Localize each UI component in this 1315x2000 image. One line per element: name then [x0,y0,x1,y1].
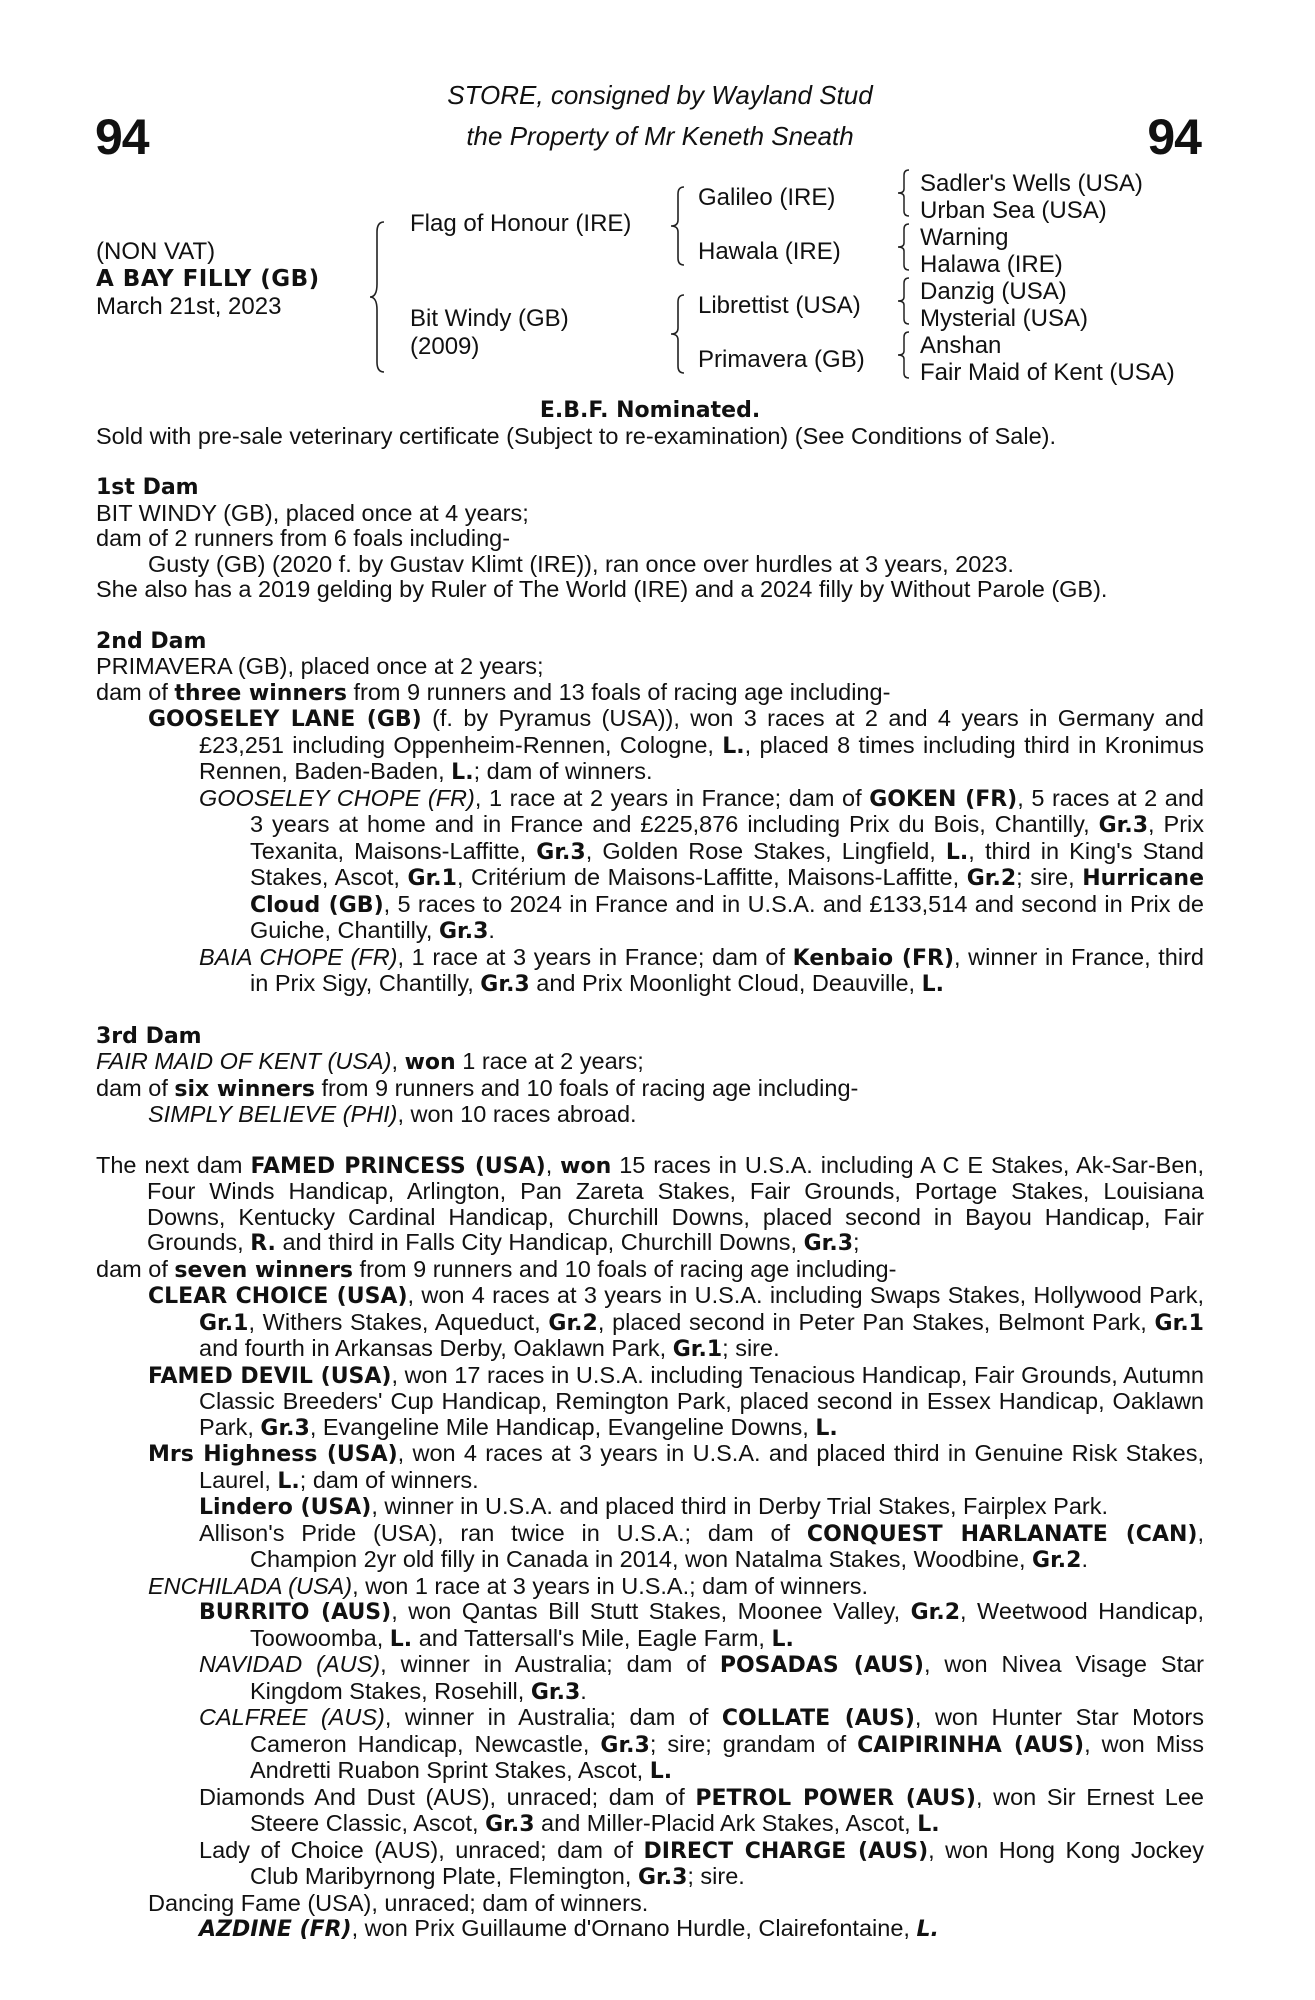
pedigree-paragraph [96,501,1204,527]
text-run: ; dam of winners. [299,1466,479,1493]
text-run: ; sire. [687,1863,745,1889]
bold-text: L. [771,1626,794,1652]
text-run: ; sire, [1016,864,1083,890]
text-run: , 5 races at 2 and 3 years at home and in France and £225,876 including Prix du Bois, Chantilly, [250,784,1204,837]
text-run: ; [853,1229,860,1255]
text-run: (f. by Pyramus (USA)), won 3 races at 2 and 4 years in Germany and £23,251 including Oppenheim-Rennen, Cologne, [199,705,1205,758]
text-run: ; sire; grandam of [649,1730,858,1757]
spacer [96,1128,1204,1153]
pedigree-paragraph [96,680,1204,707]
brace-gen1 [366,218,390,376]
consignor-line: STORE, consigned by Wayland Stud [447,80,873,110]
bold-text: L. [722,733,745,759]
pedigree-paragraph [96,1705,1204,1785]
sire-name: Flag of Honour (IRE) [410,210,632,237]
text-run: , Evangeline Mile Handicap, Evangeline Downs, [309,1413,816,1440]
gen4-5: Danzig (USA) [920,278,1067,305]
text-run: Gusty (GB) (2020 f. by Gustav Klimt (IRE)), ran once over hurdles at 3 years, 2023. [148,550,1014,577]
italic-text: FAIR MAID OF KENT (USA) [96,1048,392,1074]
bold-text: L. [945,839,969,865]
dam-name: Bit Windy (GB) [410,305,569,332]
text-run: dam of [96,1074,175,1101]
text-run: dam of 2 runners from 6 foals including- [96,525,511,551]
spacer [96,998,1204,1023]
bold-text: Gr.3 [803,1231,854,1256]
pedigree-paragraph [96,1494,1204,1521]
bold-text: Gr.2 [548,1310,598,1336]
text-run: , Weetwood Handicap, Toowoomba, [250,1598,1204,1651]
pedigree-paragraph [96,786,1204,945]
brace-gen3-4 [894,330,914,380]
text-run: ; sire. [722,1335,780,1361]
spacer [96,449,1204,474]
text-run: , Withers Stakes, Aqueduct, [248,1308,549,1335]
bold-text: Gr.3 [536,839,586,865]
pedigree-paragraph [96,1257,1204,1284]
pedigree-paragraph [96,945,1204,998]
bold-text: L. [921,972,944,997]
brace-gen3-1 [894,168,914,218]
bold-text: L. [389,1626,413,1652]
text-run: , won 4 races at 3 years in U.S.A. including Swaps Stakes, Hollywood Park, [407,1282,1204,1308]
pedigree-paragraph [96,1599,1204,1652]
gen4-4: Halawa (IRE) [920,251,1063,278]
sire-dam: Hawala (IRE) [698,238,841,265]
text-run: and Miller-Placid Ark Stakes, Ascot, [534,1810,918,1836]
bold-text: L. [277,1468,300,1494]
italic-text: NAVIDAD (AUS) [199,1651,381,1677]
bold-text: Gr.1 [199,1310,249,1336]
text-run: Lady of Choice (AUS), unraced; dam of [199,1836,644,1863]
bold-text: Gr.1 [1154,1310,1204,1336]
text-run: Diamonds And Dust (AUS), unraced; dam of [199,1783,696,1810]
text-run: , placed second in Peter Pan Stakes, Belmont Park, [597,1308,1155,1335]
bold-text: 2nd Dam [96,628,207,654]
dam-year: (2009) [410,333,480,360]
pedigree-paragraph [96,1785,1204,1838]
text-run: , 5 races to 2024 in France and in U.S.A. and £133,514 and second in Prix de Guiche, Chantilly, [250,890,1204,943]
text-run: , won 4 races at 3 years in U.S.A. and placed third in Genuine Risk Stakes, Laurel, [199,1440,1204,1493]
bold-text: FAMED PRINCESS (USA) [250,1153,546,1179]
bold-text: Gr.3 [260,1415,310,1441]
text-run: , won Sir Ernest Lee Steere Classic, Ascot, [250,1783,1204,1836]
text-run: , won Miss Andretti Ruabon Sprint Stakes, Ascot, [250,1730,1204,1783]
text-run: , winner in France, third in Prix Sigy, Chantilly, [250,943,1204,996]
text-run: , third in King's Stand Stakes, Ascot, [250,837,1204,890]
text-run: , won Hong Kong Jockey Club Maribyrnong Plate, Flemington, [250,1836,1204,1889]
bold-text: L. [815,1415,838,1441]
text-run: , won Qantas Bill Stutt Stakes, Moonee Valley, [391,1598,911,1624]
bold-text: L. [649,1759,673,1784]
text-run: . [1081,1546,1088,1572]
bold-text: Mrs Highness (USA) [148,1442,398,1467]
section-heading [96,1023,1204,1050]
pedigree-paragraph [96,1076,1204,1103]
pedigree-paragraph [96,654,1204,680]
section-heading [96,628,1204,655]
property-line: the Property of Mr Keneth Sneath [466,121,854,151]
pedigree-notes [96,474,1204,1943]
bold-text: CLEAR CHOICE (USA) [148,1284,408,1309]
text-run: , won Prix Guillaume d'Ornano Hurdle, Clairefontaine, [351,1915,917,1941]
bold-text: Lindero (USA) [199,1495,372,1520]
section-heading [96,474,1204,501]
text-run: , winner in Australia; dam of [384,1704,722,1730]
pedigree-paragraph [96,1153,1204,1257]
text-run: , [391,1048,405,1074]
text-run: from 9 runners and 13 foals of racing age including- [346,678,891,705]
bold-text: Gr.3 [600,1732,650,1758]
brace-sire [668,184,688,268]
italic-text: CALFREE (AUS) [199,1704,385,1730]
bold-text: Gr.3 [530,1679,581,1705]
pedigree-paragraph [96,1441,1204,1494]
brace-gen3-3 [894,276,914,326]
italic-text: BAIA CHOPE (FR) [199,943,398,970]
brace-dam [668,292,688,376]
italic-text: GOOSELEY CHOPE (FR) [199,784,475,811]
pedigree-paragraph [96,1283,1204,1363]
bold-text: L. [916,1917,939,1942]
bold-text: DIRECT CHARGE (AUS) [643,1838,929,1864]
bold-text: seven winners [174,1257,354,1283]
pedigree-paragraph [96,1049,1204,1076]
text-run: Dancing Fame (USA), unraced; dam of winners. [148,1889,649,1916]
text-run: , won 17 races in U.S.A. including Tenacious Handicap, Fair Grounds, Autumn Classic Breeders' Cup Handicap, Remington Park, placed second in Essex Handicap, Oaklawn Park, [199,1361,1204,1440]
text-run: 1 race at 2 years; [455,1048,644,1074]
lot-number-right: 94 [1147,109,1201,165]
bold-text: Gr.3 [1098,813,1149,838]
brace-gen3-2 [894,222,914,272]
text-run: and fourth in Arkansas Derby, Oaklawn Park, [199,1335,673,1361]
dam-sire: Librettist (USA) [698,292,861,319]
text-run: ; dam of winners. [473,758,653,784]
bold-text: 3rd Dam [96,1023,202,1049]
lot-number-left: 94 [95,109,149,165]
bold-text: Gr.3 [485,1812,535,1837]
text-run: dam of [96,678,175,705]
pedigree-paragraph [96,706,1204,786]
bold-text: Hurricane Cloud (GB) [250,866,1205,918]
bold-text: PETROL POWER (AUS) [695,1785,976,1811]
text-run: , won Hunter Star Motors Cameron Handicap, Newcastle, [250,1704,1204,1757]
text-run: , won Nivea Visage Star Kingdom Stakes, Rosehill, [250,1651,1204,1704]
text-run: . [488,917,495,943]
bold-text: Gr.2 [1032,1548,1082,1573]
bold-text: Gr.3 [637,1865,688,1890]
dam-dam: Primavera (GB) [698,346,865,373]
bold-text: Kenbaio (FR) [792,945,954,971]
text-run: BIT WINDY (GB), placed once at 4 years; [96,499,529,526]
text-run: 15 races in U.S.A. including A C E Stakes, Ak-Sar-Ben, Four Winds Handicap, Arlington, Pan Zareta Stakes, Fair Grounds, Portage Stakes, Louisiana Downs, Kentucky Cardinal Handicap, Churchill Downs, placed second in Bayou Handicap, Fair Grounds, [147,1151,1204,1255]
bold-text: R. [250,1231,276,1256]
text-run: from 9 runners and 10 foals of racing age including- [353,1255,897,1282]
text-run: , won 10 races abroad. [397,1101,637,1127]
bold-text: three winners [174,680,347,706]
text-run: , won 1 race at 3 years in U.S.A.; dam of winners. [352,1572,869,1599]
text-run: . [580,1677,587,1704]
italic-text: SIMPLY BELIEVE (PHI) [148,1101,398,1127]
gen4-7: Anshan [920,332,1002,359]
text-run: , Champion 2yr old filly in Canada in 2014, won Natalma Stakes, Woodbine, [250,1519,1204,1572]
text-run: The next dam [96,1151,251,1178]
bold-text: GOOSELEY LANE (GB) [148,707,422,732]
text-run: and Tattersall's Mile, Eagle Farm, [412,1624,772,1651]
text-run: , Critérium de Maisons-Laffitte, Maisons-Laffitte, [456,864,967,890]
bold-text: Gr.3 [438,919,489,944]
gen4-1: Sadler's Wells (USA) [920,170,1143,197]
gen4-6: Mysterial (USA) [920,305,1089,332]
text-run: PRIMAVERA (GB), placed once at 2 years; [96,653,544,679]
pedigree-paragraph [96,1102,1204,1128]
bold-text: Gr.3 [480,972,530,997]
pedigree-paragraph [96,526,1204,552]
text-run: , winner in U.S.A. and placed third in Derby Trial Stakes, Fairplex Park. [371,1493,1109,1519]
foaling-date: March 21st, 2023 [96,293,282,320]
bold-text: Gr.2 [966,866,1017,891]
pedigree-paragraph [96,1574,1204,1600]
text-run: , 1 race at 2 years in France; dam of [474,784,870,811]
gen4-2: Urban Sea (USA) [920,197,1107,224]
gen4-3: Warning [920,224,1009,251]
pedigree-paragraph [96,577,1204,603]
bold-text: BURRITO (AUS) [199,1600,392,1625]
text-run: , winner in Australia; dam of [380,1651,720,1677]
pedigree-paragraph [96,1838,1204,1891]
bold-text: won [560,1153,612,1179]
text-run: and Prix Moonlight Cloud, Deauville, [529,970,922,996]
bold-text: Gr.2 [910,1600,961,1625]
spacer [96,603,1204,628]
bold-text: L. [451,760,474,785]
bold-text: COLLATE (AUS) [721,1706,915,1731]
text-run: Allison's Pride (USA), ran twice in U.S.A.; dam of [199,1519,807,1546]
text-run: dam of [96,1255,175,1282]
ebf-nomination: E.B.F. Nominated. [539,398,761,423]
text-run: She also has a 2019 gelding by Ruler of The World (IRE) and a 2024 filly by Without Parole (GB). [96,576,1108,602]
vet-certificate-note: Sold with pre-sale veterinary certificate (Subject to re-examination) (See Conditions of Sale). [96,422,1057,449]
bold-text: Gr.1 [407,866,457,891]
text-run: , [545,1151,561,1178]
bold-text: CAIPIRINHA (AUS) [857,1732,1085,1758]
text-run: and third in Falls City Handicap, Churchill Downs, [275,1229,804,1255]
pedigree-paragraph [96,1916,1204,1943]
vat-status: (NON VAT) [96,238,216,265]
text-run: from 9 runners and 10 foals of racing age including- [314,1074,859,1101]
text-run: , placed 8 times including third in Kronimus Rennen, Baden-Baden, [199,731,1205,784]
bold-text: Gr.1 [672,1337,723,1362]
bold-text: 1st Dam [96,475,199,500]
pedigree-paragraph [96,1363,1204,1442]
pedigree-paragraph [96,1652,1204,1705]
text-run: , 1 race at 3 years in France; dam of [397,943,793,970]
bold-text: L. [917,1812,940,1837]
bold-text: AZDINE (FR) [199,1917,352,1942]
bold-text: six winners [174,1076,315,1102]
text-run: , Golden Rose Stakes, Lingfield, [585,837,946,864]
bold-text: FAMED DEVIL (USA) [148,1363,392,1389]
horse-name: A BAY FILLY (GB) [96,266,320,292]
catalogue-body [96,398,1204,1943]
bold-text: CONQUEST HARLANATE (CAN) [806,1521,1198,1547]
bold-text: POSADAS (AUS) [719,1653,924,1678]
pedigree-paragraph [96,552,1204,578]
bold-text: won [404,1050,456,1075]
gen4-8: Fair Maid of Kent (USA) [920,359,1175,386]
pedigree-paragraph [96,1891,1204,1917]
bold-text: GOKEN (FR) [869,786,1018,812]
sire-sire: Galileo (IRE) [698,184,836,211]
pedigree-paragraph [96,1521,1204,1574]
text-run: , Prix Texanita, Maisons-Laffitte, [250,811,1204,864]
italic-text: ENCHILADA (USA) [148,1572,353,1599]
